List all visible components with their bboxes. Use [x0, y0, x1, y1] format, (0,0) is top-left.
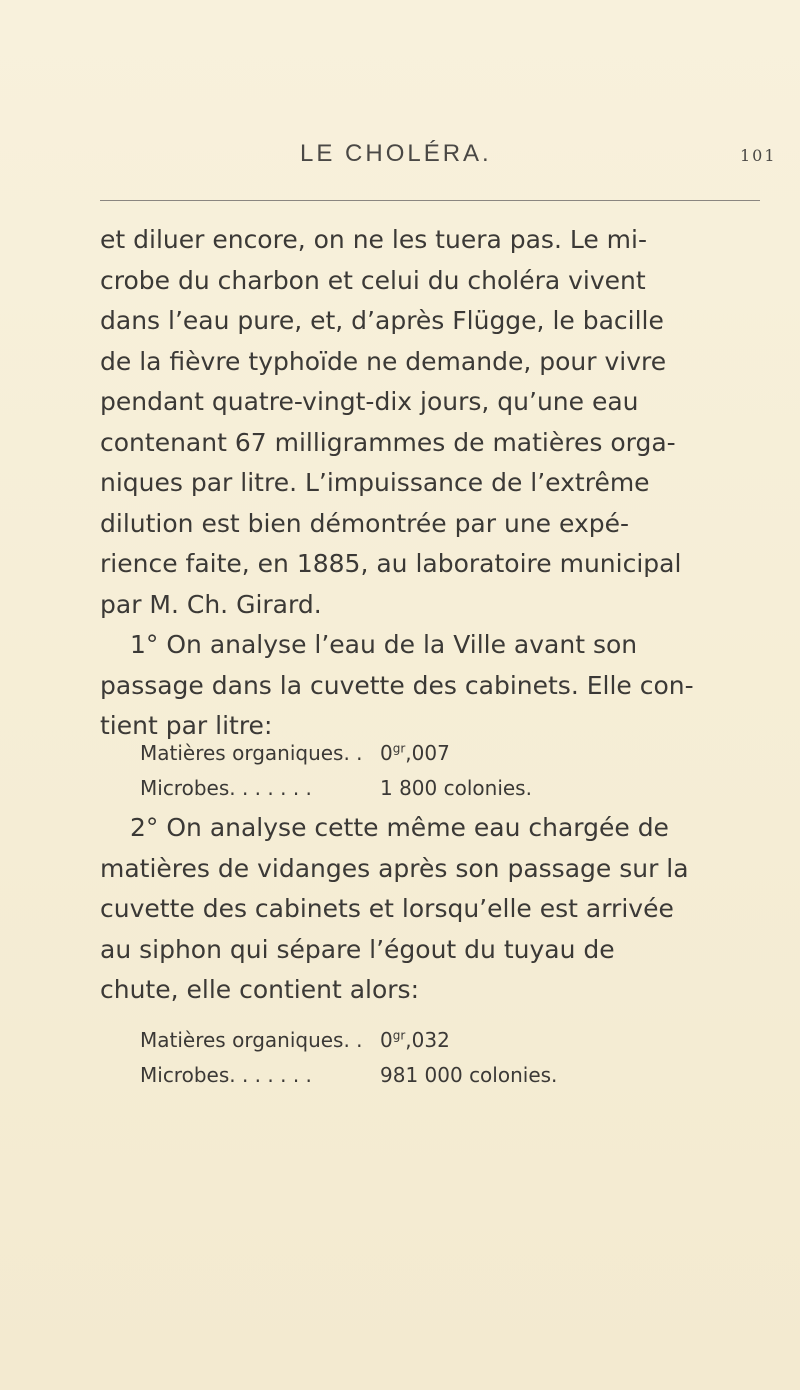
text-line: 2° On analyse cette même eau chargée de	[130, 813, 669, 842]
table-value: $0^{gr},007$	[380, 740, 450, 765]
table-row	[140, 735, 532, 770]
paragraph-3	[100, 808, 720, 1011]
table-value: $0^{gr},032$	[380, 1027, 450, 1052]
text-line: de la fièvre typhoïde ne demande, pour vivre	[100, 346, 667, 376]
text-line: 1° On analyse l’eau de la Ville avant son	[130, 630, 638, 659]
body-text	[100, 220, 720, 747]
running-head: LE CHOLÉRA.	[300, 140, 492, 167]
text-line: par M. Ch. Girard.	[100, 589, 322, 619]
table-label: Matières organiques. .	[140, 740, 363, 765]
text-line: pendant quatre-vingt-dix jours, qu’une eau	[100, 387, 639, 416]
text-line: au siphon qui sépare l’égout du tuyau de	[100, 934, 615, 964]
body-text-2	[100, 808, 720, 1011]
text-line: cuvette des cabinets et lorsqu’elle est arrivée	[100, 894, 674, 923]
text-line: dilution est bien démontrée par une expé-	[100, 508, 630, 538]
table-label: Matières organiques. .	[140, 1027, 363, 1052]
text-line: contenant 67 milligrammes de matières orga-	[100, 427, 676, 457]
text-line: matières de vidanges après son passage sur la	[100, 853, 689, 883]
table-row	[140, 1057, 557, 1092]
text-line: rience faite, en 1885, au laboratoire municipal	[100, 549, 682, 578]
table-label: Microbes. . . . . . .	[140, 775, 312, 800]
text-line: crobe du charbon et celui du choléra vivent	[100, 265, 646, 295]
table-row	[140, 770, 532, 805]
paragraph-2	[100, 625, 720, 747]
table-row	[140, 1022, 557, 1057]
table-label: Microbes. . . . . . .	[140, 1062, 312, 1087]
text-line: tient par litre:	[100, 711, 273, 740]
header-rule	[100, 200, 760, 201]
page-number: 101	[740, 146, 777, 165]
analysis-table-2	[140, 1022, 557, 1092]
paragraph-1	[100, 220, 720, 625]
text-line: et diluer encore, on ne les tuera pas. Le mi-	[100, 225, 647, 254]
text-line: passage dans la cuvette des cabinets. Elle con-	[100, 670, 694, 700]
text-line: chute, elle contient alors:	[100, 975, 420, 1004]
text-line: dans l’eau pure, et, d’après Flügge, le bacille	[100, 306, 664, 335]
table-value: 981 000 colonies.	[380, 1062, 558, 1087]
table-value: 1 800 colonies.	[380, 775, 532, 800]
text-line: niques par litre. L’impuissance de l’extrême	[100, 468, 650, 497]
analysis-table-1	[140, 735, 532, 805]
